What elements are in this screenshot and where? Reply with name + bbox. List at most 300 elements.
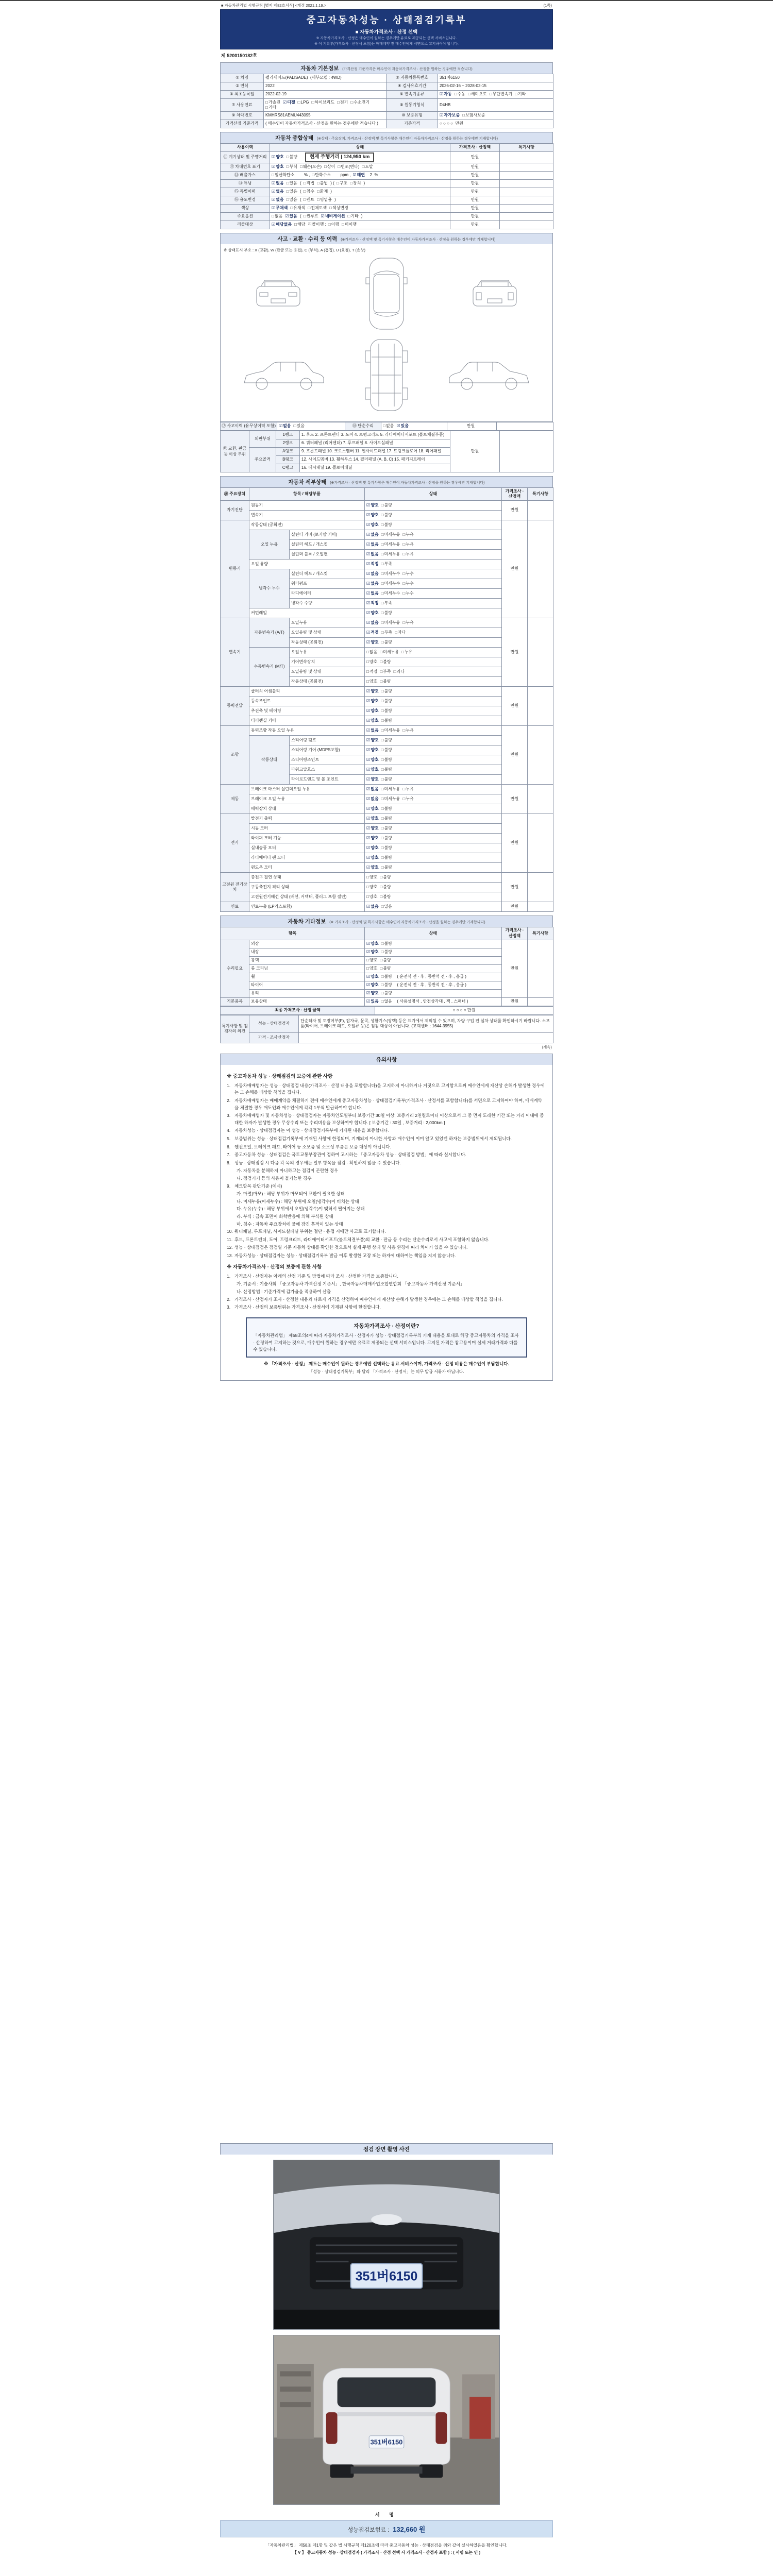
checkbox-unchecked[interactable]: □적법 bbox=[303, 181, 314, 186]
checkbox-checked[interactable]: ☑양호 bbox=[366, 806, 379, 811]
checkbox-unchecked[interactable]: □기타 bbox=[515, 92, 526, 97]
checkbox-checked[interactable]: ☑디젤 bbox=[283, 99, 295, 105]
checkbox-checked[interactable]: ☑양호 bbox=[366, 941, 379, 946]
checkbox-unchecked[interactable]: □불량 bbox=[381, 502, 392, 507]
status-cell bbox=[365, 510, 502, 520]
checkbox-unchecked[interactable]: □불량 bbox=[381, 698, 392, 703]
checkbox-checked[interactable]: ☑양호 bbox=[366, 816, 379, 821]
checkbox-checked[interactable]: ☑자동 bbox=[440, 92, 452, 97]
checkbox-checked[interactable]: ☑양호 bbox=[366, 835, 379, 840]
checkbox-checked[interactable]: ☑양호 bbox=[366, 865, 379, 870]
checkbox-checked[interactable]: ☑양호 bbox=[366, 855, 379, 860]
basic-info-row bbox=[221, 99, 553, 112]
checkbox-unchecked[interactable]: □불량 bbox=[381, 737, 392, 742]
misc-info-table bbox=[220, 927, 553, 1006]
item-label: 광택 bbox=[249, 956, 365, 964]
checkbox-unchecked[interactable]: □불량 bbox=[381, 747, 392, 752]
checkbox-unchecked[interactable]: □불량 bbox=[381, 718, 392, 723]
checkbox-checked[interactable]: ☑적정 bbox=[366, 600, 379, 605]
price-cell: 만원 bbox=[502, 902, 528, 911]
checkbox-checked[interactable]: ☑양호 bbox=[366, 757, 379, 762]
checkbox-checked[interactable]: ☑없음 bbox=[366, 541, 379, 547]
checkbox-unchecked[interactable]: □부족 bbox=[381, 561, 392, 566]
checkbox-unchecked[interactable]: □불량 bbox=[381, 708, 392, 713]
checkbox-unchecked[interactable]: □미세누유 bbox=[381, 532, 400, 537]
text-fragment: ( bbox=[299, 189, 301, 194]
item-label: 실린더 헤드 / 개스킷 bbox=[290, 539, 365, 549]
notice-item-number: 11. bbox=[227, 1236, 233, 1242]
checkbox-checked[interactable]: ☑양호 bbox=[366, 737, 379, 742]
checkbox-checked[interactable]: ☑양호 bbox=[366, 639, 379, 645]
checkbox-icon: ☑ bbox=[396, 423, 400, 429]
price-cell: 만원 bbox=[450, 431, 500, 472]
checkbox-unchecked[interactable]: □누수 bbox=[402, 590, 414, 596]
note-cell bbox=[500, 188, 553, 196]
note-cell bbox=[528, 997, 553, 1006]
checkbox-icon: □ bbox=[380, 649, 383, 654]
notice-item bbox=[227, 1228, 546, 1235]
checkbox-unchecked[interactable]: □불량 bbox=[381, 835, 392, 840]
checkbox-unchecked[interactable]: □있음 bbox=[286, 197, 297, 202]
checkbox-unchecked[interactable]: □불량 bbox=[381, 757, 392, 762]
checkbox-unchecked[interactable]: □누유 bbox=[402, 541, 414, 547]
status-cell bbox=[270, 188, 450, 196]
checkbox-unchecked[interactable]: □없음 bbox=[272, 214, 283, 219]
usage-history-row bbox=[221, 163, 553, 172]
checkbox-icon: □ bbox=[293, 423, 296, 429]
notice-sub-item: 가. 마멸(마모) : 해당 부위가 마모되어 교환이 필요한 상태 bbox=[237, 1191, 345, 1197]
notice-item-number: 8. bbox=[227, 1160, 231, 1165]
field-label: ⑩ 보증유형 bbox=[386, 111, 438, 120]
checkbox-checked[interactable]: ☑자가보증 bbox=[440, 113, 460, 118]
item-label: 기어변속장치 bbox=[290, 657, 365, 667]
checkbox-checked[interactable]: ☑양호 bbox=[366, 610, 379, 615]
remarks-inspector-text: 단순하자 및 도장여부(F), 잡자국, 문콕, 생활기스(광택) 등은 표기에서 제외될 수 있으며, 차량 구입 전 실차 상태를 확인하시기 바랍니다. 소모품(타이어, 브레이크 패드, 오일류 등)은 점검 대상이 아닙니다. (고객센터 : 1644-3955) bbox=[299, 1015, 553, 1032]
checkbox-checked[interactable]: ☑양호 bbox=[272, 155, 284, 160]
checkbox-unchecked[interactable]: □불량 bbox=[381, 845, 392, 850]
checkbox-unchecked[interactable]: □미세누유 bbox=[381, 620, 400, 625]
checkbox-checked[interactable]: ☑적정 bbox=[366, 561, 379, 566]
checkbox-unchecked[interactable]: □LPG bbox=[297, 99, 309, 105]
checkbox-checked[interactable]: ☑양호 bbox=[366, 767, 379, 772]
note-cell bbox=[500, 172, 553, 180]
checkbox-checked[interactable]: ☑양호 bbox=[366, 845, 379, 850]
final-price-value: ○ ○ ○ ○ 만원 bbox=[375, 1006, 553, 1014]
checkbox-unchecked[interactable]: □누유 bbox=[402, 620, 414, 625]
checkbox-checked[interactable]: ☑양호 bbox=[366, 512, 379, 517]
car-diagram-rear-view bbox=[469, 277, 520, 313]
notice-item-text: 성능 · 상태점검은 점검일 기준 자동차 상태를 확인한 것으로서 실제 주행 상태 및 사용 환경에 따라 차이가 있을 수 있습니다. bbox=[234, 1245, 468, 1250]
checkbox-unchecked[interactable]: □없음 bbox=[366, 649, 378, 654]
checkbox-icon: □ bbox=[381, 541, 384, 547]
item-label: 변속기 bbox=[249, 510, 365, 520]
checkbox-unchecked[interactable]: □도말 bbox=[362, 164, 373, 170]
device-group-label: 연료 bbox=[221, 902, 249, 911]
checkbox-icon: □ bbox=[350, 99, 354, 105]
checkbox-unchecked[interactable]: □침수 bbox=[303, 189, 314, 194]
checkbox-unchecked[interactable]: □썬루프 bbox=[303, 214, 318, 219]
checkbox-unchecked[interactable]: □양호 bbox=[366, 679, 378, 684]
checkbox-checked[interactable]: ☑양호 bbox=[272, 164, 284, 170]
item-label: 실린더 블록 / 오일팬 bbox=[290, 549, 365, 559]
checkbox-unchecked[interactable]: □불량 bbox=[381, 806, 392, 811]
checkbox-unchecked[interactable]: □보험사보증 bbox=[462, 113, 485, 118]
accident-history-table bbox=[220, 422, 553, 431]
checkbox-unchecked[interactable]: □과다 bbox=[393, 669, 405, 674]
notice-item-text: 가격조사 · 산정자는 아래의 산정 기준 및 방법에 따라 조사 · 산정한 가격을 보증합니다. bbox=[234, 1273, 398, 1279]
checkbox-unchecked[interactable]: □렌트 bbox=[303, 197, 314, 202]
notice-sub-item: 라. 부식 : 금속 표면이 화학반응에 의해 부식된 상태 bbox=[237, 1213, 333, 1219]
checkbox-unchecked[interactable]: □불량 bbox=[381, 982, 392, 987]
detail-status-row bbox=[221, 686, 553, 696]
checkbox-checked[interactable]: ☑없음 bbox=[366, 727, 379, 733]
checkbox-unchecked[interactable]: □불량 bbox=[381, 941, 392, 946]
checkbox-checked[interactable]: ☑무채색 bbox=[272, 206, 288, 211]
checkbox-icon: □ bbox=[402, 581, 406, 586]
checkbox-icon: □ bbox=[381, 532, 384, 537]
checkbox-unchecked[interactable]: □있음 bbox=[293, 423, 305, 429]
checkbox-unchecked[interactable]: □상이 bbox=[324, 164, 335, 170]
checkbox-unchecked[interactable]: □미이행 bbox=[342, 222, 357, 227]
checkbox-checked[interactable]: ☑양호 bbox=[366, 776, 379, 782]
status-cell bbox=[365, 520, 502, 530]
checkbox-unchecked[interactable]: □이행 bbox=[328, 222, 340, 227]
status-cell bbox=[365, 530, 502, 539]
text-fragment: ( 매수인이 자동차가격조사 · 산정을 원하는 경우에만 적습니다 ) bbox=[265, 121, 378, 126]
field-value bbox=[438, 74, 553, 82]
status-cell bbox=[365, 892, 502, 902]
checkbox-icon: □ bbox=[381, 786, 384, 791]
checkbox-checked[interactable]: ☑없음 bbox=[272, 189, 284, 194]
status-cell bbox=[365, 735, 502, 745]
checkbox-icon: □ bbox=[462, 113, 465, 118]
checkbox-unchecked[interactable]: □불량 bbox=[381, 688, 392, 693]
checkbox-checked[interactable]: ☑없음 bbox=[366, 620, 379, 625]
checkbox-icon: ☑ bbox=[366, 581, 371, 586]
rank-label: A랭크 bbox=[276, 448, 300, 456]
checkbox-unchecked[interactable]: □미세누수 bbox=[381, 581, 400, 586]
price-cell: 만원 bbox=[502, 686, 528, 725]
field-label: ④ 검사유효기간 bbox=[386, 82, 438, 91]
checkbox-unchecked[interactable]: □누유 bbox=[402, 796, 414, 801]
checkbox-icon: ☑ bbox=[366, 718, 371, 723]
status-cell bbox=[365, 745, 502, 755]
status-cell bbox=[270, 213, 450, 221]
checkbox-unchecked[interactable]: □누수 bbox=[402, 571, 414, 576]
checkbox-unchecked[interactable]: □미세누수 bbox=[381, 571, 400, 576]
item-label: 유리 bbox=[249, 989, 365, 997]
checkbox-checked[interactable]: ☑없음 bbox=[366, 571, 379, 576]
checkbox-checked[interactable]: ☑없음 bbox=[366, 786, 379, 791]
checkbox-unchecked[interactable]: □불량 bbox=[380, 894, 391, 899]
text-fragment: ( bbox=[299, 181, 301, 186]
checkbox-unchecked[interactable]: □불량 bbox=[381, 855, 392, 860]
price-cell: 만원 bbox=[450, 180, 500, 188]
checkbox-unchecked[interactable]: □전체도색 bbox=[308, 206, 327, 211]
checkbox-unchecked[interactable]: □적정 bbox=[366, 669, 378, 674]
checkbox-checked[interactable]: ☑양호 bbox=[366, 982, 379, 987]
checkbox-icon: ☑ bbox=[366, 541, 371, 547]
checkbox-unchecked[interactable]: □양호 bbox=[366, 965, 378, 971]
checkbox-unchecked[interactable]: □미세누유 bbox=[381, 551, 400, 556]
sub-group-label: 오일 누유 bbox=[249, 530, 290, 559]
checkbox-checked[interactable]: ☑없음 bbox=[272, 181, 284, 186]
checkbox-unchecked[interactable]: □미세누유 bbox=[381, 796, 400, 801]
checkbox-icon: □ bbox=[381, 904, 384, 909]
checkbox-unchecked[interactable]: □부족 bbox=[380, 669, 391, 674]
checkbox-icon: □ bbox=[347, 214, 350, 219]
checkbox-unchecked[interactable]: □누유 bbox=[402, 727, 414, 733]
checkbox-icon: □ bbox=[303, 214, 306, 219]
checkbox-unchecked[interactable]: □없음 bbox=[383, 423, 394, 429]
checkbox-icon: □ bbox=[380, 957, 383, 962]
checkbox-icon: ☑ bbox=[272, 181, 276, 186]
price-cell: 만원 bbox=[502, 872, 528, 902]
checkbox-unchecked[interactable]: □양호 bbox=[366, 874, 378, 879]
checkbox-checked[interactable]: ☑매연 bbox=[352, 173, 365, 178]
note-cell bbox=[500, 213, 553, 221]
checkbox-unchecked[interactable]: □전기 bbox=[337, 99, 348, 105]
checkbox-icon: ☑ bbox=[366, 698, 371, 703]
column-header: 상태 bbox=[365, 927, 502, 940]
insurance-fee-value: 132,660 원 bbox=[393, 2526, 426, 2534]
checkbox-unchecked[interactable]: □불량 bbox=[381, 865, 392, 870]
detail-status-row bbox=[221, 618, 553, 628]
checkbox-unchecked[interactable]: □불량 bbox=[286, 155, 297, 160]
checkbox-icon: □ bbox=[454, 92, 457, 97]
checkbox-checked[interactable]: ☑양호 bbox=[366, 708, 379, 713]
checkbox-unchecked[interactable]: □미세누수 bbox=[381, 590, 400, 596]
checkbox-unchecked[interactable]: □화재 bbox=[316, 189, 328, 194]
checkbox-unchecked[interactable]: □불량 bbox=[381, 522, 392, 527]
checkbox-icon: ☑ bbox=[272, 206, 276, 211]
checkbox-checked[interactable]: ☑있음 bbox=[396, 423, 409, 429]
checkbox-checked[interactable]: ☑없음 bbox=[366, 581, 379, 586]
checkbox-unchecked[interactable]: □훼손(오손) bbox=[299, 164, 322, 170]
section-photos bbox=[220, 2143, 553, 2155]
status-cell bbox=[365, 981, 502, 989]
status-cell bbox=[365, 804, 502, 814]
usage-history-row bbox=[221, 188, 553, 196]
checkbox-checked[interactable]: ☑없음 bbox=[366, 796, 379, 801]
checkbox-unchecked[interactable]: □일산화탄소 bbox=[272, 173, 295, 178]
checkbox-checked[interactable]: ☑양호 bbox=[366, 718, 379, 723]
notice-item-number: 10. bbox=[227, 1229, 233, 1234]
checkbox-checked[interactable]: ☑없음 bbox=[366, 904, 379, 909]
checkbox-checked[interactable]: ☑양호 bbox=[366, 974, 379, 979]
checkbox-unchecked[interactable]: □불량 bbox=[380, 679, 391, 684]
checkbox-checked[interactable]: ☑양호 bbox=[366, 949, 379, 954]
checkbox-unchecked[interactable]: □해당 bbox=[294, 222, 306, 227]
checkbox-unchecked[interactable]: □과다 bbox=[394, 630, 406, 635]
checkbox-icon: ☑ bbox=[366, 776, 371, 782]
item-label: 디퍼렌셜 기어 bbox=[249, 716, 365, 725]
checkbox-icon: □ bbox=[381, 865, 384, 870]
item-label: 발전기 출력 bbox=[249, 814, 365, 823]
checkbox-unchecked[interactable]: □부식 bbox=[286, 164, 297, 170]
notice-item-text: 쿼터패널, 루프패널, 사이드실패널 부위는 절단 · 용접 시에만 사고로 표기합니다. bbox=[234, 1229, 386, 1234]
checkbox-checked[interactable]: ☑양호 bbox=[366, 990, 379, 995]
checkbox-unchecked[interactable]: □있음 bbox=[286, 189, 297, 194]
checkbox-unchecked[interactable]: □구조 bbox=[336, 181, 348, 186]
top-meta bbox=[220, 3, 553, 8]
checkbox-icon: ☑ bbox=[366, 767, 371, 772]
checkbox-unchecked[interactable]: □유채색 bbox=[290, 206, 306, 211]
column-header: 가격조사 · 산정액 bbox=[502, 927, 528, 940]
status-cell bbox=[270, 196, 450, 205]
checkbox-unchecked[interactable]: □불량 bbox=[381, 990, 392, 995]
checkbox-icon: □ bbox=[316, 197, 320, 202]
checkbox-icon: ☑ bbox=[279, 423, 283, 429]
checkbox-unchecked[interactable]: □장치 bbox=[350, 181, 361, 186]
checkbox-unchecked[interactable]: □양호 bbox=[366, 957, 378, 962]
checkbox-unchecked[interactable]: □불량 bbox=[381, 974, 392, 979]
checkbox-unchecked[interactable]: □하이브리드 bbox=[311, 99, 335, 105]
checkbox-unchecked[interactable]: □불법 bbox=[316, 181, 328, 186]
item-label: 동력조향 작동 오일 누유 bbox=[249, 725, 365, 735]
item-label: 룸 크리닝 bbox=[249, 964, 365, 973]
checkbox-unchecked[interactable]: □기타 bbox=[347, 214, 359, 219]
checkbox-unchecked[interactable]: □불량 bbox=[381, 767, 392, 772]
checkbox-unchecked[interactable]: □있음 bbox=[286, 181, 297, 186]
checkbox-unchecked[interactable]: □미세누유 bbox=[381, 727, 400, 733]
odometer-callout: 현재 주행거리 | 124,950 km bbox=[305, 152, 374, 162]
checkbox-checked[interactable]: ☑없음 bbox=[366, 532, 379, 537]
note-cell bbox=[528, 618, 553, 686]
checkbox-unchecked[interactable]: □세미오토 bbox=[467, 92, 487, 97]
checkbox-unchecked[interactable]: □있음 bbox=[381, 904, 392, 909]
checkbox-unchecked[interactable]: □미세누유 bbox=[381, 541, 400, 547]
checkbox-unchecked[interactable]: □없음 bbox=[381, 998, 392, 1004]
text-fragment: ( 사용설명서 , 안전삼각대 , 잭 , 스패너 ) bbox=[394, 998, 468, 1004]
checkbox-unchecked[interactable]: □불량 bbox=[380, 659, 391, 664]
checkbox-icon: ☑ bbox=[366, 796, 371, 801]
checkbox-checked[interactable]: ☑네비게이션 bbox=[321, 214, 345, 219]
checkbox-unchecked[interactable]: □불량 bbox=[380, 957, 391, 962]
checkbox-unchecked[interactable]: □누유 bbox=[402, 551, 414, 556]
checkbox-unchecked[interactable]: □무단변속기 bbox=[489, 92, 513, 97]
remarks-table bbox=[220, 1015, 553, 1043]
notice-item-text: 보증범위는 성능 · 상태점검기록부에 기재된 사항에 한정되며, 기재되지 아니한 사항과 매수인이 이미 알고 있었던 하자는 보증범위에서 제외됩니다. bbox=[234, 1136, 512, 1142]
field-label: ⑯ 용도변경 bbox=[221, 196, 270, 205]
notice-item-text: 자동차매매업자는 매매계약을 체결하기 전에 매수인에게 중고자동차성능 · 상태점검기록부(가격조사 · 산정서를 포함합니다)를 서면으로 고지하여야 하며, 매매계약을 체결한 경우 매도인과 매수인에게 각각 1부씩 발급하여야 합니다. bbox=[234, 1098, 542, 1110]
checkbox-checked[interactable]: ☑양호 bbox=[366, 698, 379, 703]
status-cell bbox=[365, 774, 502, 784]
status-cell bbox=[365, 588, 502, 598]
item-label: 추진축 및 베어링 bbox=[249, 706, 365, 716]
checkbox-checked[interactable]: ☑해당없음 bbox=[272, 222, 292, 227]
field-value bbox=[264, 120, 386, 128]
checkbox-unchecked[interactable]: □불량 bbox=[380, 884, 391, 889]
checkbox-checked[interactable]: ☑양호 bbox=[366, 522, 379, 527]
device-group-label: 제동 bbox=[221, 784, 249, 814]
checkbox-unchecked[interactable]: □불량 bbox=[381, 776, 392, 782]
usage-history-row bbox=[221, 213, 553, 221]
note-cell bbox=[500, 431, 553, 472]
checkbox-unchecked[interactable]: □변조(변타) bbox=[338, 164, 360, 170]
device-group-label: 기본품목 bbox=[221, 997, 249, 1006]
checkbox-checked[interactable]: ☑없음 bbox=[272, 197, 284, 202]
checkbox-unchecked[interactable]: □기타 bbox=[265, 105, 277, 110]
checkbox-icon: □ bbox=[489, 92, 492, 97]
checkbox-icon: ☑ bbox=[366, 974, 371, 979]
checkbox-unchecked[interactable]: □불량 bbox=[381, 512, 392, 517]
page-indicator: (1쪽) bbox=[543, 3, 552, 8]
checkbox-icon: □ bbox=[265, 99, 268, 105]
checkbox-unchecked[interactable]: □불량 bbox=[381, 949, 392, 954]
checkbox-checked[interactable]: ☑없음 bbox=[279, 423, 291, 429]
checkbox-icon: □ bbox=[402, 532, 406, 537]
item-label: 내장 bbox=[249, 948, 365, 956]
section-accident-note: (※가격조사 · 산정액 및 특기사항은 매수인이 자동차가격조사 · 산정을 원하는 경우에만 기재합니다) bbox=[341, 238, 496, 242]
price-cell: 만원 bbox=[450, 151, 500, 163]
checkbox-unchecked[interactable]: □누유 bbox=[402, 786, 414, 791]
checkbox-unchecked[interactable]: □수소전기 bbox=[350, 99, 370, 105]
checkbox-unchecked[interactable]: □불량 bbox=[381, 610, 392, 615]
checkbox-unchecked[interactable]: □불량 bbox=[381, 816, 392, 821]
checkbox-unchecked[interactable]: □영업용 bbox=[316, 197, 332, 202]
checkbox-checked[interactable]: ☑없음 bbox=[366, 551, 379, 556]
checkbox-icon: □ bbox=[294, 222, 297, 227]
checkbox-unchecked[interactable]: □불량 bbox=[381, 825, 392, 831]
checkbox-checked[interactable]: ☑양호 bbox=[366, 825, 379, 831]
checkbox-unchecked[interactable]: □양호 bbox=[366, 659, 378, 664]
notice-sub-item: 다. 누유(누수) : 해당 부위에서 오일(냉각수)이 맺혀서 떨어지는 상태 bbox=[237, 1206, 365, 1212]
status-cell bbox=[365, 956, 502, 964]
checkbox-unchecked[interactable]: □부족 bbox=[381, 600, 392, 605]
item-label: 실린더 헤드 / 개스킷 bbox=[290, 569, 365, 579]
checkbox-unchecked[interactable]: □미세누유 bbox=[380, 649, 399, 654]
item-label: 보유상태 bbox=[249, 997, 365, 1006]
checkbox-unchecked[interactable]: □누유 bbox=[402, 532, 414, 537]
item-label: 오일누유 bbox=[290, 647, 365, 657]
rank-label: 1랭크 bbox=[276, 431, 300, 439]
checkbox-icon: ☑ bbox=[366, 512, 371, 517]
checkbox-icon: □ bbox=[265, 105, 268, 110]
checkbox-unchecked[interactable]: □미세누유 bbox=[381, 786, 400, 791]
misc-info-row bbox=[221, 940, 553, 948]
checkbox-checked[interactable]: ☑양호 bbox=[366, 747, 379, 752]
detail-status-row bbox=[221, 902, 553, 911]
checkbox-unchecked[interactable]: □누유 bbox=[401, 649, 413, 654]
checkbox-unchecked[interactable]: □누수 bbox=[402, 581, 414, 586]
checkbox-checked[interactable]: ☑있음 bbox=[366, 998, 379, 1004]
checkbox-unchecked[interactable]: □불량 bbox=[380, 874, 391, 879]
checkbox-unchecked[interactable]: □색상변경 bbox=[329, 206, 348, 211]
insurance-fee-label: 성능점검보험료 : bbox=[347, 2527, 390, 2534]
checkbox-checked[interactable]: ☑적정 bbox=[366, 630, 379, 635]
note-cell bbox=[528, 814, 553, 872]
checkbox-icon: □ bbox=[366, 649, 369, 654]
checkbox-checked[interactable]: ☑없음 bbox=[366, 590, 379, 596]
checkbox-checked[interactable]: ☑양호 bbox=[366, 688, 379, 693]
checkbox-icon: □ bbox=[316, 181, 320, 186]
checkbox-unchecked[interactable]: □가솔린 bbox=[265, 99, 281, 105]
checkbox-icon: ☑ bbox=[352, 173, 357, 178]
checkbox-unchecked[interactable]: □양호 bbox=[366, 894, 378, 899]
checkbox-unchecked[interactable]: □탄화수소 bbox=[312, 173, 331, 178]
checkbox-unchecked[interactable]: □부족 bbox=[381, 630, 392, 635]
checkbox-checked[interactable]: ☑양호 bbox=[366, 502, 379, 507]
checkbox-icon: □ bbox=[366, 894, 369, 899]
price-cell: 만원 bbox=[502, 940, 528, 997]
section-misc-title: 자동차 기타정보 bbox=[288, 918, 326, 925]
checkbox-unchecked[interactable]: □양호 bbox=[366, 884, 378, 889]
checkbox-unchecked[interactable]: □불량 bbox=[381, 639, 392, 645]
checkbox-unchecked[interactable]: □불량 bbox=[380, 965, 391, 971]
checkbox-checked[interactable]: ☑있음 bbox=[285, 214, 297, 219]
checkbox-unchecked[interactable]: □수동 bbox=[454, 92, 465, 97]
